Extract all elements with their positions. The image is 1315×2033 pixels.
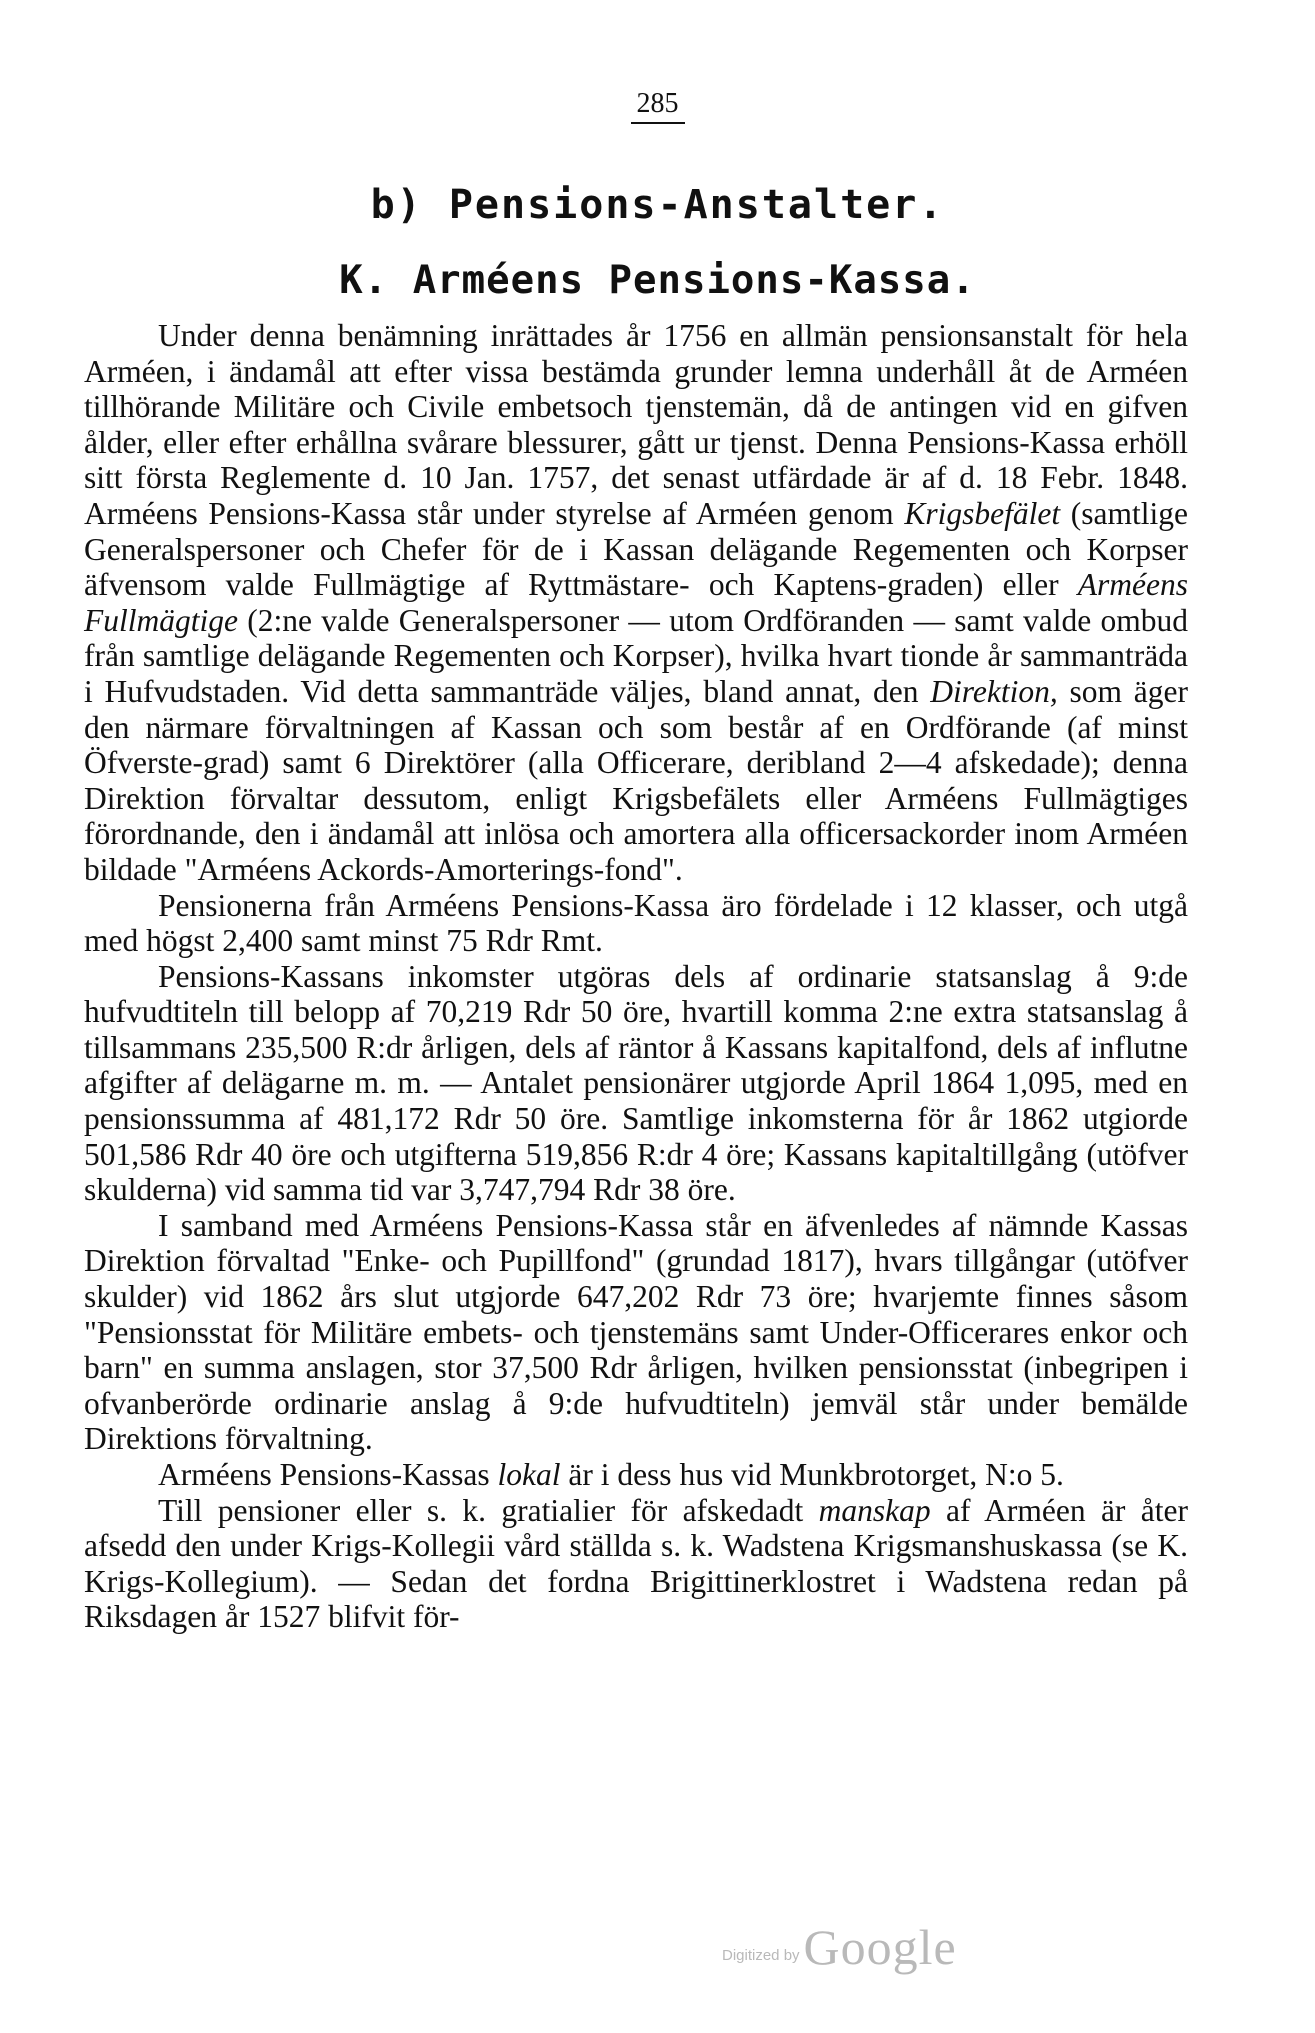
text-segment: Under denna benämning inrättades år 1756 en allmän pensionsanstalt för hela Arméen, i ändamål att efter vissa bestämda grunder lemna underhåll åt de Arméen tillhörande Militäre och Civile embetsoch tjenstemän, då de antingen vid en gifven ålder, eller efter erhållna svårare blessurer, gått ur tjenst. Denna Pensions-Kassa erhöll sitt första Reglemente d. 10 Jan. 1757, det senast utfärdade är af d. 18 Febr. 1848. Arméens Pensions-Kassa står under styrelse af Arméen genom (84, 318, 1188, 531)
italic-term: Krigsbefälet (904, 495, 1061, 531)
subheading: K. Arméens Pensions-Kassa. (339, 258, 976, 303)
text-segment: är i dess hus vid Munkbrotorget, N:o 5. (560, 1457, 1064, 1492)
text-segment: (samtlige Generalspersoner och Chefer för de i Kassan delägande Regementen och Korpser äfvensom valde Fullmägtige af Ryttmästare- och Kaptens-graden) eller (84, 495, 1189, 603)
page-number (0, 88, 1315, 124)
italic-term: Direktion, (930, 673, 1058, 709)
text-segment: (2:ne valde Generalspersoner — utom Ordföranden — samt valde ombud från samtlige delägande Regementen och Korpser), hvilka hvart tionde år sammanträda i Hufvudstaden. Vid detta sammanträde väljes, bland annat, den (84, 602, 1188, 709)
italic-term: lokal (497, 1457, 561, 1492)
page-number-text: 285 (631, 88, 685, 124)
paragraph (84, 1457, 1188, 1493)
paragraph (84, 888, 1188, 959)
body-text (84, 318, 1188, 1635)
text-segment: af Arméen är åter afsedd den under Krigs-Kollegii vård ställda s. k. Wadstena Krigsmanshuskassa (se K. Krigs-Kollegium). — Sedan det fordna Brigittinerklostret i Wadstena redan på Riksdagen år 1527 blifvit för- (84, 1492, 1188, 1635)
paragraph (84, 318, 1188, 888)
watermark-prefix: Digitized by (722, 1947, 800, 1964)
text-segment: Till pensioner eller s. k. gratialier för afskedadt (158, 1492, 819, 1528)
paragraph (84, 1493, 1188, 1635)
text-segment: som äger den närmare förvaltningen af Kassan och som består af en Ordförande (af minst Öfverste-grad) samt 6 Direktörer (alla Officerare, deribland 2—4 afskedade); denna Direktion förvaltar dessutom, enligt Krigsbefälets eller Arméens Fullmägtiges förordnande, den i ändamål att inlösa och amortera alla officersackorder inom Arméen bildade "Arméens Ackords-Amorterings-fond". (84, 673, 1188, 887)
paragraph (84, 1208, 1188, 1457)
italic-term: manskap (818, 1492, 931, 1528)
text-segment: Pensionerna från Arméens Pensions-Kassa äro fördelade i 12 klasser, och utgå med högst 2,400 samt minst 75 Rdr Rmt. (84, 887, 1188, 959)
section-heading: b) Pensions-Anstalter. (370, 182, 945, 228)
text-segment: Pensions-Kassans inkomster utgöras dels af ordinarie statsanslag å 9:de hufvudtiteln till belopp af 70,219 Rdr 50 öre, hvartill komma 2:ne extra statsanslag å tillsammans 235,500 R:dr årligen, dels af räntor å Kassans kapitalfond, dels af influtne afgifter af delägarne m. m. — Antalet pensionärer utgjorde April 1864 1,095, med en pensionssumma af 481,172 Rdr 50 öre. Samtlige inkomsterna för år 1862 utgiorde 501,586 Rdr 40 öre och utgifterna 519,856 R:dr 4 öre; Kassans kapitaltillgång (utöfver skulderna) vid samma tid var 3,747,794 Rdr 38 öre. (84, 958, 1188, 1208)
google-logo: Google (803, 1919, 957, 1975)
italic-term: Arméens Fullmägtige (84, 567, 1188, 638)
watermark (722, 1918, 957, 1976)
text-segment: Arméens Pensions-Kassas (158, 1457, 498, 1492)
paragraph (84, 959, 1188, 1208)
text-segment: I samband med Arméens Pensions-Kassa står en äfvenledes af nämnde Kassas Direktion förvaltad "Enke- och Pupillfond" (grundad 1817), hvars tillgångar (utöfver skulder) vid 1862 års slut utgjorde 647,202 Rdr 73 öre; hvarjemte finnes såsom "Pensionsstat för Militäre embets- och tjenstemäns samt Under-Officerares enkor och barn" en summa anslagen, stor 37,500 Rdr årligen, hvilken pensionsstat (inbegripen i ofvanberörde ordinarie anslag å 9:de hufvudtiteln) jemväl står under bemälde Direktions förvaltning. (84, 1207, 1188, 1457)
